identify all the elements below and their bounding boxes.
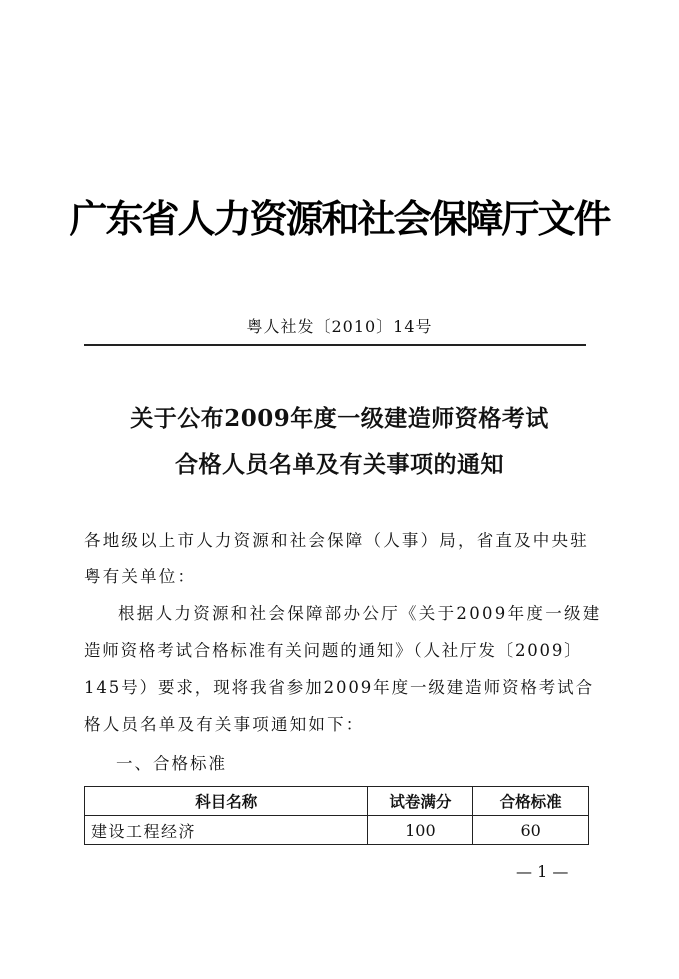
page-number: — 1 — [516,862,569,881]
document-number: 粤人社发〔2010〕14号 [246,317,433,336]
paragraph-line-4: 格人员名单及有关事项通知如下： [84,715,365,734]
table-header-row [85,787,589,816]
pass-standards-table [84,786,589,845]
cell-pass-score: 60 [473,816,589,845]
header-subject-name: 科目名称 [85,787,368,816]
header-pass-score: 合格标准 [473,787,589,816]
table-row [85,816,589,845]
section-heading-pass-standards: 一、合格标准 [116,754,227,773]
notice-title-line-1: 关于公布2009年度一级建造师资格考试 [130,405,549,432]
paragraph-line-3: 145号）要求，现将我省参加2009年度一级建造师资格考试合 [84,678,594,697]
notice-title-line-2: 合格人员名单及有关事项的通知 [175,451,504,478]
paragraph-line-2: 造师资格考试合格标准有关问题的通知》（人社厅发〔2009〕 [84,641,583,660]
header-full-score: 试卷满分 [368,787,473,816]
header-divider [84,344,586,346]
recipients-line-2: 粤有关单位： [84,567,197,586]
cell-subject: 建设工程经济 [85,816,368,845]
cell-full-score: 100 [368,816,473,845]
paragraph-line-1: 根据人力资源和社会保障部办公厅《关于2009年度一级建 [118,604,602,623]
document-header-title: 广东省人力资源和社会保障厅文件 [69,196,610,241]
recipients-line-1: 各地级以上市人力资源和社会保障（人事）局，省直及中央驻 [84,531,589,550]
